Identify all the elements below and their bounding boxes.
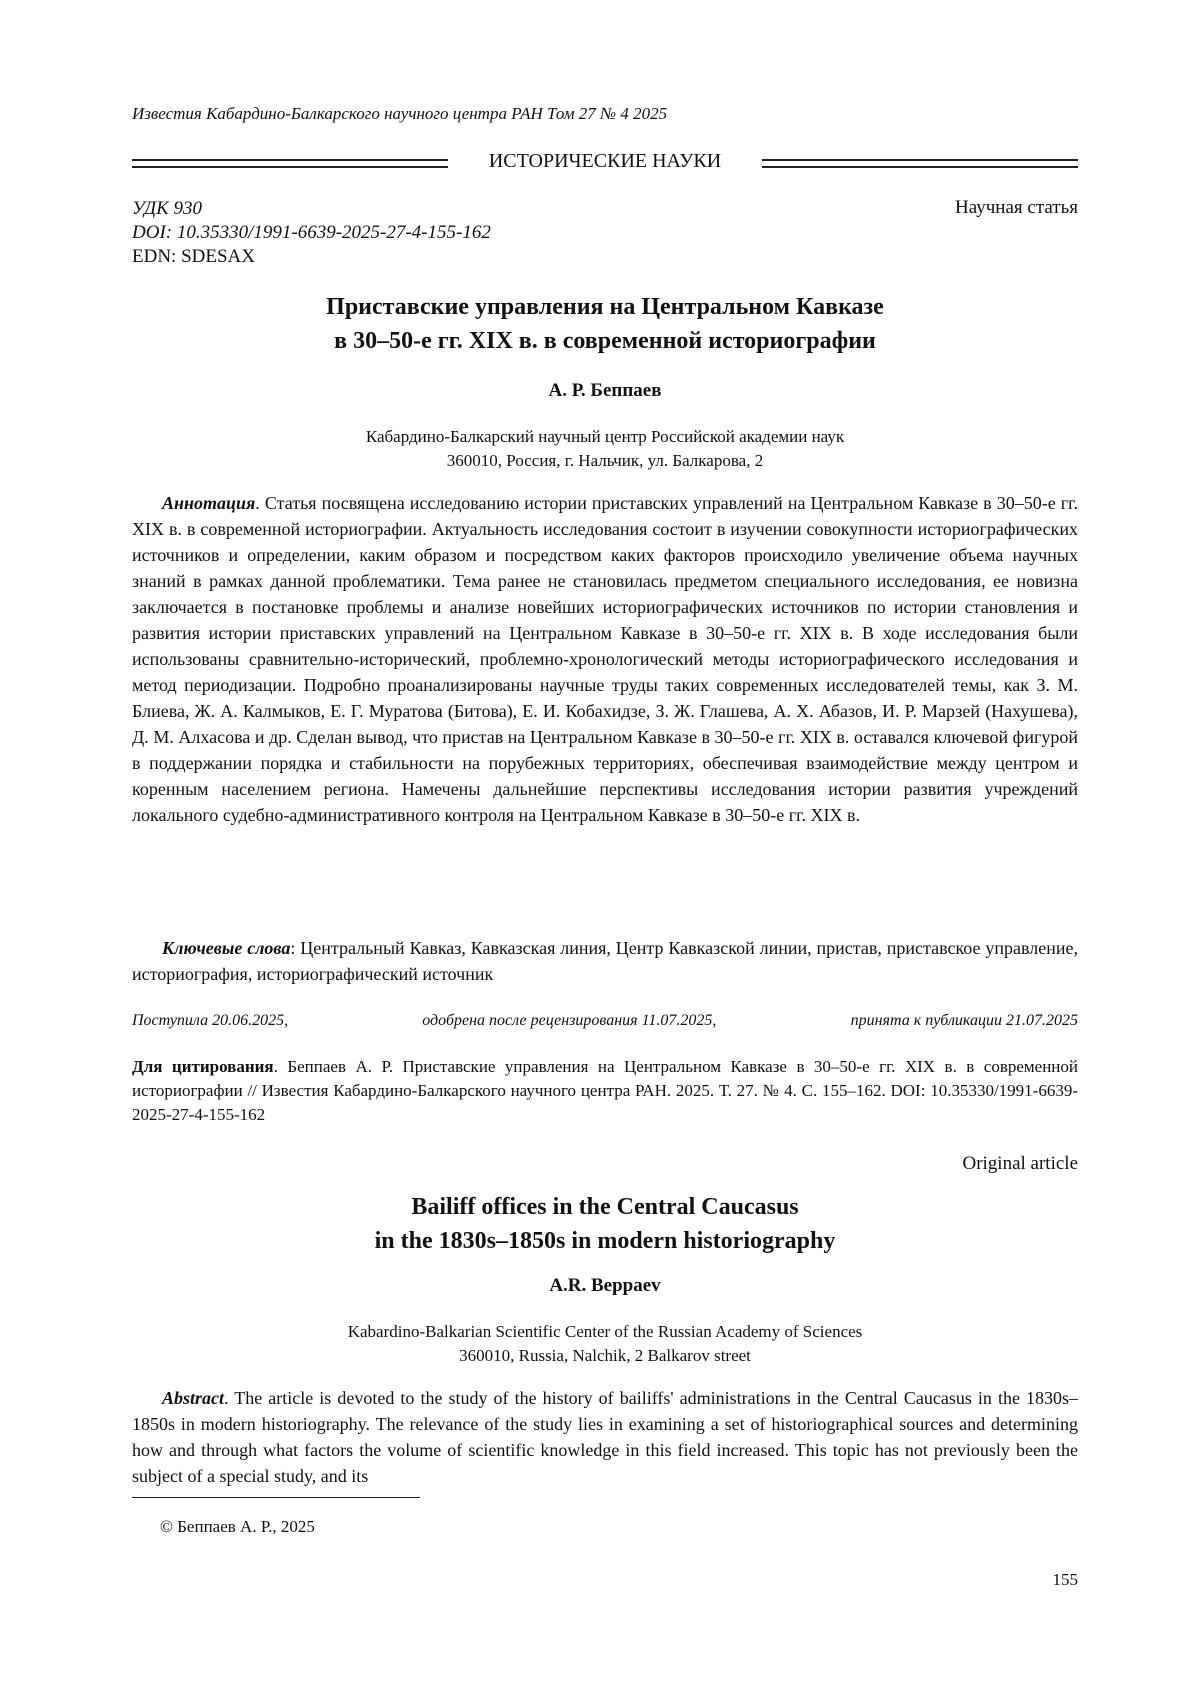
abstract-ru-label: Аннотация <box>162 493 255 513</box>
article-type-ru: Научная статья <box>955 197 1078 219</box>
citation <box>132 1055 1078 1127</box>
keywords-ru <box>132 935 1078 987</box>
author-ru: А. Р. Беппаев <box>132 380 1078 402</box>
title-en <box>132 1190 1078 1258</box>
doi: DOI: 10.35330/1991-6639-2025-27-4-155-162 <box>132 221 491 245</box>
title-ru-line2: в 30–50-е гг. XIX в. в современной историографии <box>132 324 1078 358</box>
affiliation-en-line1: Kabardino-Balkarian Scientific Center of the Russian Academy of Sciences <box>132 1320 1078 1344</box>
title-en-line1: Bailiff offices in the Central Caucasus <box>132 1190 1078 1224</box>
footnote-divider <box>132 1497 420 1498</box>
title-ru-line1: Приставские управления на Центральном Кавказе <box>132 290 1078 324</box>
date-approved: одобрена после рецензирования 11.07.2025, <box>422 1012 716 1030</box>
citation-label: Для цитирования <box>132 1057 274 1076</box>
abstract-ru <box>132 490 1078 828</box>
page-number: 155 <box>1053 1570 1079 1590</box>
title-en-line2: in the 1830s–1850s in modern historiography <box>132 1224 1078 1258</box>
article-type-en: Original article <box>962 1153 1078 1175</box>
date-accepted: принята к публикации 21.07.2025 <box>851 1012 1078 1030</box>
copyright-note: © Беппаев А. Р., 2025 <box>160 1517 315 1537</box>
affiliation-ru <box>132 425 1078 473</box>
keywords-ru-text: : Центральный Кавказ, Кавказская линия, Центр Кавказской линии, пристав, приставское управление, историография, историографический источник <box>132 938 1078 984</box>
udc-code: УДК 930 <box>132 197 491 221</box>
title-ru <box>132 290 1078 358</box>
affiliation-en <box>132 1320 1078 1368</box>
journal-header: Известия Кабардино-Балкарского научного центра РАН Том 27 № 4 2025 <box>132 104 667 124</box>
affiliation-ru-line2: 360010, Россия, г. Нальчик, ул. Балкарова, 2 <box>132 449 1078 473</box>
section-heading <box>132 150 1078 176</box>
section-rule-right <box>762 159 1078 168</box>
abstract-en <box>132 1385 1078 1489</box>
affiliation-en-line2: 360010, Russia, Nalchik, 2 Balkarov street <box>132 1344 1078 1368</box>
abstract-ru-text: . Статья посвящена исследованию истории приставских управлений на Центральном Кавказе в 30–50-е гг. XIX в. в современной историографии. Актуальность исследования состоит в изучении совокупности историографических источников и определении, каким образом и посредством каких факторов происходило увеличение объема научных знаний в рамках данной проблематики. Тема ранее не становилась предметом специального исследования, ее новизна заключается в постановке проблемы и анализе новейших историографических источников по истории становления и развития истории приставских управлений на Центральном Кавказе в 30–50-е гг. XIX в. В ходе исследования были использованы сравнительно-исторический, проблемно-хронологический методы историографического исследования и метод периодизации. Подробно проанализированы научные труды таких современных исследователей темы, как З. М. Блиева, Ж. А. Калмыков, Е. Г. Муратова (Битова), Е. И. Кобахидзе, З. Ж. Глашева, А. Х. Абазов, И. Р. Марзей (Нахушева), Д. М. Алхасова и др. Сделан вывод, что пристав на Центральном Кавказе в 30–50-е гг. XIX в. оставался ключевой фигурой в поддержании порядка и стабильности на порубежных территориях, обеспечивая взаимодействие между центром и коренным населением региона. Намечены дальнейшие перспективы исследования истории развития учреждений локального судебно-административного контроля на Центральном Кавказе в 30–50-е гг. XIX в. <box>132 493 1078 825</box>
section-title: ИСТОРИЧЕСКИЕ НАУКИ <box>132 150 1078 173</box>
article-identifiers <box>132 197 491 269</box>
abstract-en-label: Abstract <box>162 1388 224 1408</box>
affiliation-ru-line1: Кабардино-Балкарский научный центр Российской академии наук <box>132 425 1078 449</box>
citation-text: . Беппаев А. Р. Приставские управления на Центральном Кавказе в 30–50-е гг. XIX в. в современной историографии // Известия Кабардино-Балкарского научного центра РАН. 2025. Т. 27. № 4. С. 155–162. DOI: 10.35330/1991-6639-2025-27-4-155-162 <box>132 1057 1078 1124</box>
keywords-ru-label: Ключевые слова <box>162 938 290 958</box>
edn: EDN: SDESAX <box>132 245 491 269</box>
date-received: Поступила 20.06.2025, <box>132 1012 288 1030</box>
abstract-en-text: . The article is devoted to the study of the history of bailiffs' administrations in the Central Caucasus in the 1830s–1850s in modern historiography. The relevance of the study lies in examining a set of historiographical sources and determining how and through what factors the volume of scientific knowledge in this field increased. This topic has not previously been the subject of a special study, and its <box>132 1388 1078 1486</box>
publication-dates <box>132 1012 1078 1030</box>
author-en: A.R. Beppaev <box>132 1275 1078 1297</box>
